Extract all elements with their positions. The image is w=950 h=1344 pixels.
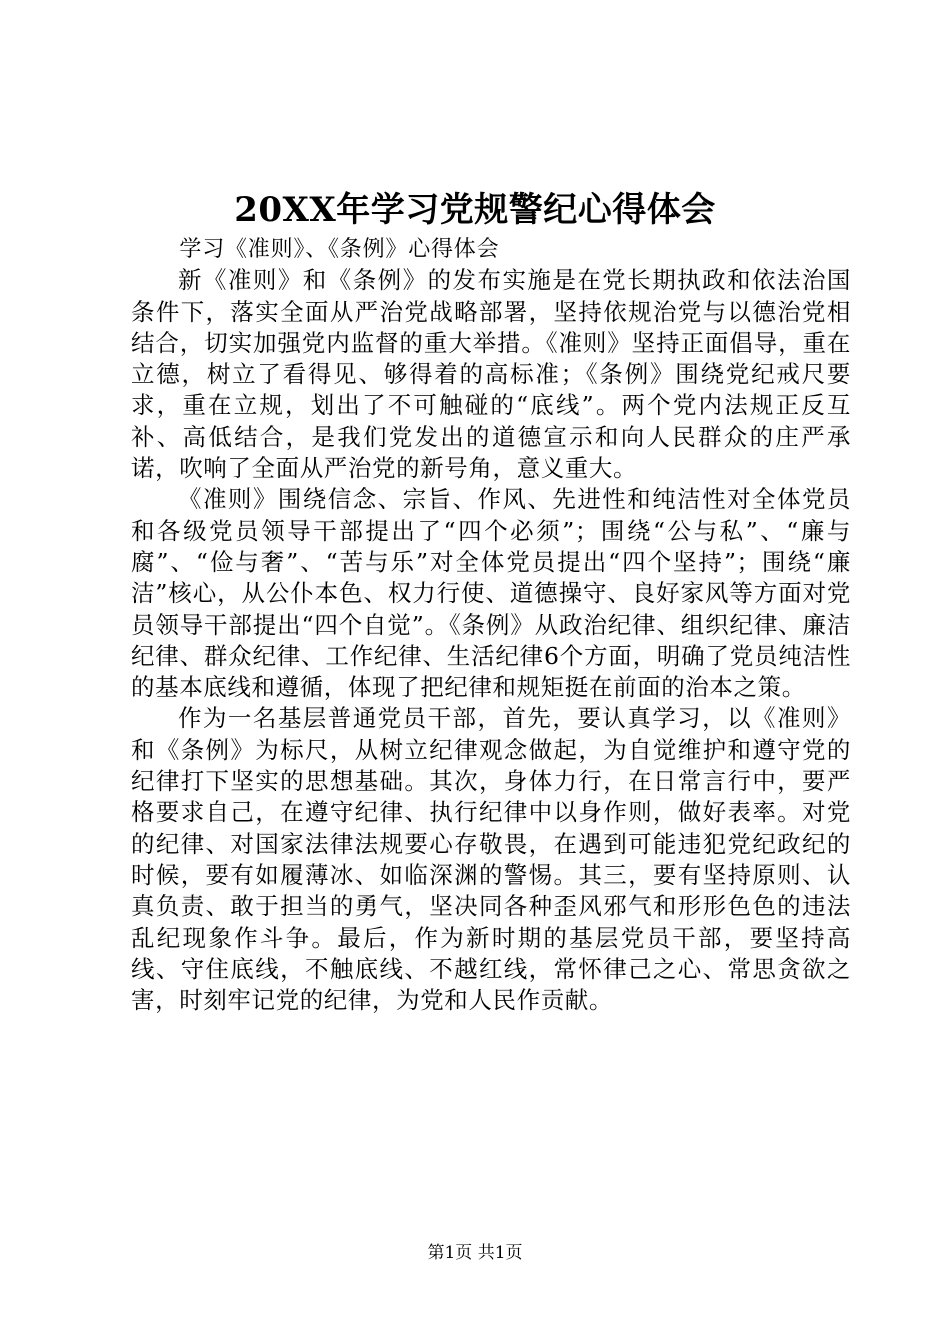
paragraph-3: 作为一名基层普通党员干部，首先，要认真学习，以《准则》和《条例》为标尺，从树立纪律观念做起，为自觉维护和遵守党的纪律打下坚实的思想基础。其次，身体力行，在日常言行中，要严格要求自己，在遵守纪律、执行纪律中以身作则，做好表率。对党的纪律、对国家法律法规要心存敬畏，在遇到可能违犯党纪政纪的时候，要有如履薄冰、如临深渊的警惕。其三，要有坚持原则、认真负责、敢于担当的勇气，坚决同各种歪风邪气和形形色色的违法乱纪现象作斗争。最后，作为新时期的基层党员干部，要坚持高线、守住底线，不触底线、不越红线，常怀律己之心、常思贪欲之害，时刻牢记党的纪律，为党和人民作贡献。 bbox=[131, 704, 851, 1015]
document-subtitle: 学习《准则》、《条例》心得体会 bbox=[179, 237, 500, 262]
document-body bbox=[131, 234, 851, 1016]
paragraph-2: 《准则》围绕信念、宗旨、作风、先进性和纯洁性对全体党员和各级党员领导干部提出了“四个必须”；围绕“公与私”、“廉与腐”、“俭与奢”、“苦与乐”对全体党员提出“四个坚持”；围绕“廉洁”核心，从公仆本色、权力行使、道德操守、良好家风等方面对党员领导干部提出“四个自觉”。《条例》从政治纪律、组织纪律、廉洁纪律、群众纪律、工作纪律、生活纪律6个方面，明确了党员纯洁性的基本底线和遵循，体现了把纪律和规矩挺在前面的治本之策。 bbox=[131, 485, 851, 702]
document-title: 20XX年学习党规警纪心得体会 bbox=[234, 190, 716, 230]
page-footer: 第1页 共1页 bbox=[427, 1243, 523, 1263]
paragraph-1: 新《准则》和《条例》的发布实施是在党长期执政和依法治国条件下，落实全面从严治党战略部署，坚持依规治党与以德治党相结合，切实加强党内监督的重大举措。《准则》坚持正面倡导，重在立德，树立了看得见、够得着的高标准；《条例》围绕党纪戒尺要求，重在立规，划出了不可触碰的“底线”。两个党内法规正反互补、高低结合，是我们党发出的道德宣示和向人民群众的庄严承诺，吹响了全面从严治党的新号角，意义重大。 bbox=[131, 266, 851, 483]
